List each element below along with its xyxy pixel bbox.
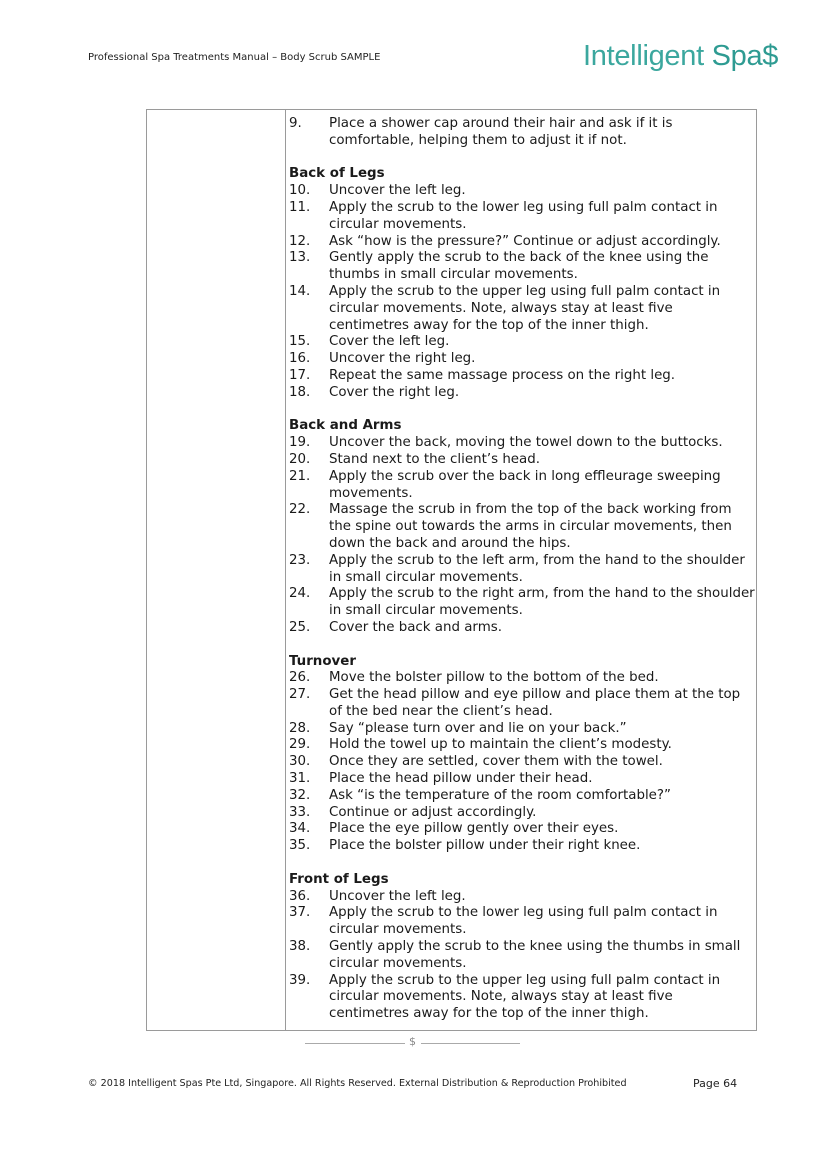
step-text: Move the bolster pillow to the bottom of the bed.	[329, 670, 659, 686]
step-number: 10.	[289, 183, 311, 199]
step-item	[289, 250, 755, 284]
step-text: Uncover the left leg.	[329, 888, 466, 904]
step-item	[289, 234, 755, 251]
step-number: 28.	[289, 720, 311, 736]
step-text: Uncover the back, moving the towel down to the buttocks.	[329, 435, 723, 451]
step-item	[289, 721, 755, 738]
brand-logo-strong: Spa$	[711, 40, 779, 72]
step-item	[289, 368, 755, 385]
step-text: Cover the back and arms.	[329, 619, 502, 635]
step-number: 20.	[289, 451, 311, 467]
step-text: Get the head pillow and eye pillow and place them at the top of the bed near the client’s head.	[329, 687, 741, 719]
step-item	[289, 553, 755, 587]
step-text: Place the head pillow under their head.	[329, 771, 593, 787]
step-text: Ask “how is the pressure?” Continue or adjust accordingly.	[329, 233, 721, 249]
step-number: 32.	[289, 787, 311, 803]
step-number: 15.	[289, 334, 311, 350]
step-number: 14.	[289, 283, 311, 299]
copyright-notice: © 2018 Intelligent Spas Pte Ltd, Singapore. All Rights Reserved. External Distribution & Reproduction Prohibited	[88, 1078, 627, 1089]
step-text: Say “please turn over and lie on your back.”	[329, 720, 627, 736]
step-number: 35.	[289, 838, 311, 854]
step-number: 38.	[289, 939, 311, 955]
step-text: Cover the right leg.	[329, 384, 460, 400]
step-item	[289, 183, 755, 200]
step-item	[289, 973, 755, 1023]
step-text: Place a shower cap around their hair and ask if it is comfortable, helping them to adjust it if not.	[329, 116, 673, 148]
section-heading: Back and Arms	[289, 418, 402, 434]
step-text: Hold the towel up to maintain the client’s modesty.	[329, 737, 672, 753]
document-title: Professional Spa Treatments Manual – Body Scrub SAMPLE	[88, 52, 381, 63]
step-number: 29.	[289, 737, 311, 753]
step-item	[289, 939, 755, 973]
step-item	[289, 469, 755, 503]
section-heading: Front of Legs	[289, 871, 389, 887]
step-text: Apply the scrub to the right arm, from the hand to the shoulder in small circular movements.	[329, 586, 755, 619]
brand-logo	[583, 40, 778, 73]
footer-rule-right	[421, 1043, 520, 1044]
step-item	[289, 687, 755, 721]
step-number: 11.	[289, 199, 311, 215]
step-text: Cover the left leg.	[329, 334, 450, 350]
page-number: Page 64	[693, 1077, 738, 1090]
step-item	[289, 620, 755, 637]
step-number: 19.	[289, 435, 311, 451]
footer-dollar-mark: $	[409, 1035, 416, 1048]
step-item	[289, 771, 755, 788]
step-number: 36.	[289, 888, 311, 904]
step-number: 23.	[289, 552, 311, 568]
step-text: Stand next to the client’s head.	[329, 451, 541, 467]
step-text: Continue or adjust accordingly.	[329, 804, 537, 820]
step-item	[289, 805, 755, 822]
step-item	[289, 737, 755, 754]
step-item	[289, 586, 755, 620]
step-text: Massage the scrub in from the top of the back working from the spine out towards the arms in circular movements, then down the back and around the hips.	[329, 502, 732, 551]
step-item	[289, 502, 755, 552]
step-item	[289, 670, 755, 687]
step-number: 27.	[289, 687, 311, 703]
step-item	[289, 754, 755, 771]
step-text: Apply the scrub to the lower leg using full palm contact in circular movements.	[329, 199, 718, 232]
step-number: 12.	[289, 233, 311, 249]
step-item	[289, 821, 755, 838]
step-item	[289, 334, 755, 351]
step-text: Gently apply the scrub to the back of the knee using the thumbs in small circular movements.	[329, 250, 709, 283]
step-text: Apply the scrub to the upper leg using full palm contact in circular movements. Note, always stay at least five centimetres away for the top of the inner thigh.	[329, 283, 721, 333]
step-item	[289, 889, 755, 906]
step-number: 13.	[289, 250, 311, 266]
section-heading: Back of Legs	[289, 166, 385, 182]
step-item	[289, 905, 755, 939]
step-number: 31.	[289, 771, 311, 787]
step-number: 16.	[289, 351, 311, 367]
step-number: 34.	[289, 821, 311, 837]
step-number: 21.	[289, 468, 311, 484]
step-text: Apply the scrub to the lower leg using full palm contact in circular movements.	[329, 905, 718, 938]
step-text: Repeat the same massage process on the right leg.	[329, 367, 676, 383]
step-text: Uncover the left leg.	[329, 183, 466, 199]
step-text: Gently apply the scrub to the knee using the thumbs in small circular movements.	[329, 939, 741, 971]
step-text: Once they are settled, cover them with the towel.	[329, 754, 663, 770]
step-number: 25.	[289, 619, 311, 635]
step-number: 24.	[289, 586, 311, 602]
step-item	[289, 435, 755, 452]
procedure-steps	[289, 116, 755, 1023]
step-number: 37.	[289, 905, 311, 921]
step-item	[289, 200, 755, 234]
step-text: Ask “is the temperature of the room comfortable?”	[329, 787, 671, 803]
step-text: Uncover the right leg.	[329, 351, 476, 367]
step-number: 26.	[289, 670, 311, 686]
step-number: 33.	[289, 804, 311, 820]
step-item	[289, 284, 755, 334]
step-item	[289, 838, 755, 855]
footer-rule-left	[305, 1043, 405, 1044]
step-number: 18.	[289, 384, 311, 400]
step-item	[289, 788, 755, 805]
table-column-divider	[285, 110, 286, 1030]
procedure-table	[146, 109, 757, 1031]
step-item	[289, 116, 755, 150]
step-number: 9.	[289, 116, 302, 131]
step-text: Apply the scrub over the back in long effleurage sweeping movements.	[329, 468, 721, 501]
step-number: 39.	[289, 972, 311, 988]
step-text: Apply the scrub to the left arm, from the hand to the shoulder in small circular movements.	[329, 552, 745, 585]
section-heading: Turnover	[289, 653, 356, 669]
step-number: 17.	[289, 367, 311, 383]
step-text: Place the bolster pillow under their right knee.	[329, 838, 641, 854]
step-number: 30.	[289, 754, 311, 770]
step-item	[289, 351, 755, 368]
brand-logo-light: Intelligent	[583, 40, 704, 72]
step-item	[289, 452, 755, 469]
step-number: 22.	[289, 502, 311, 518]
step-text: Place the eye pillow gently over their eyes.	[329, 821, 619, 837]
step-item	[289, 385, 755, 402]
step-text: Apply the scrub to the upper leg using full palm contact in circular movements. Note, always stay at least five centimetres away for the top of the inner thigh.	[329, 972, 721, 1022]
